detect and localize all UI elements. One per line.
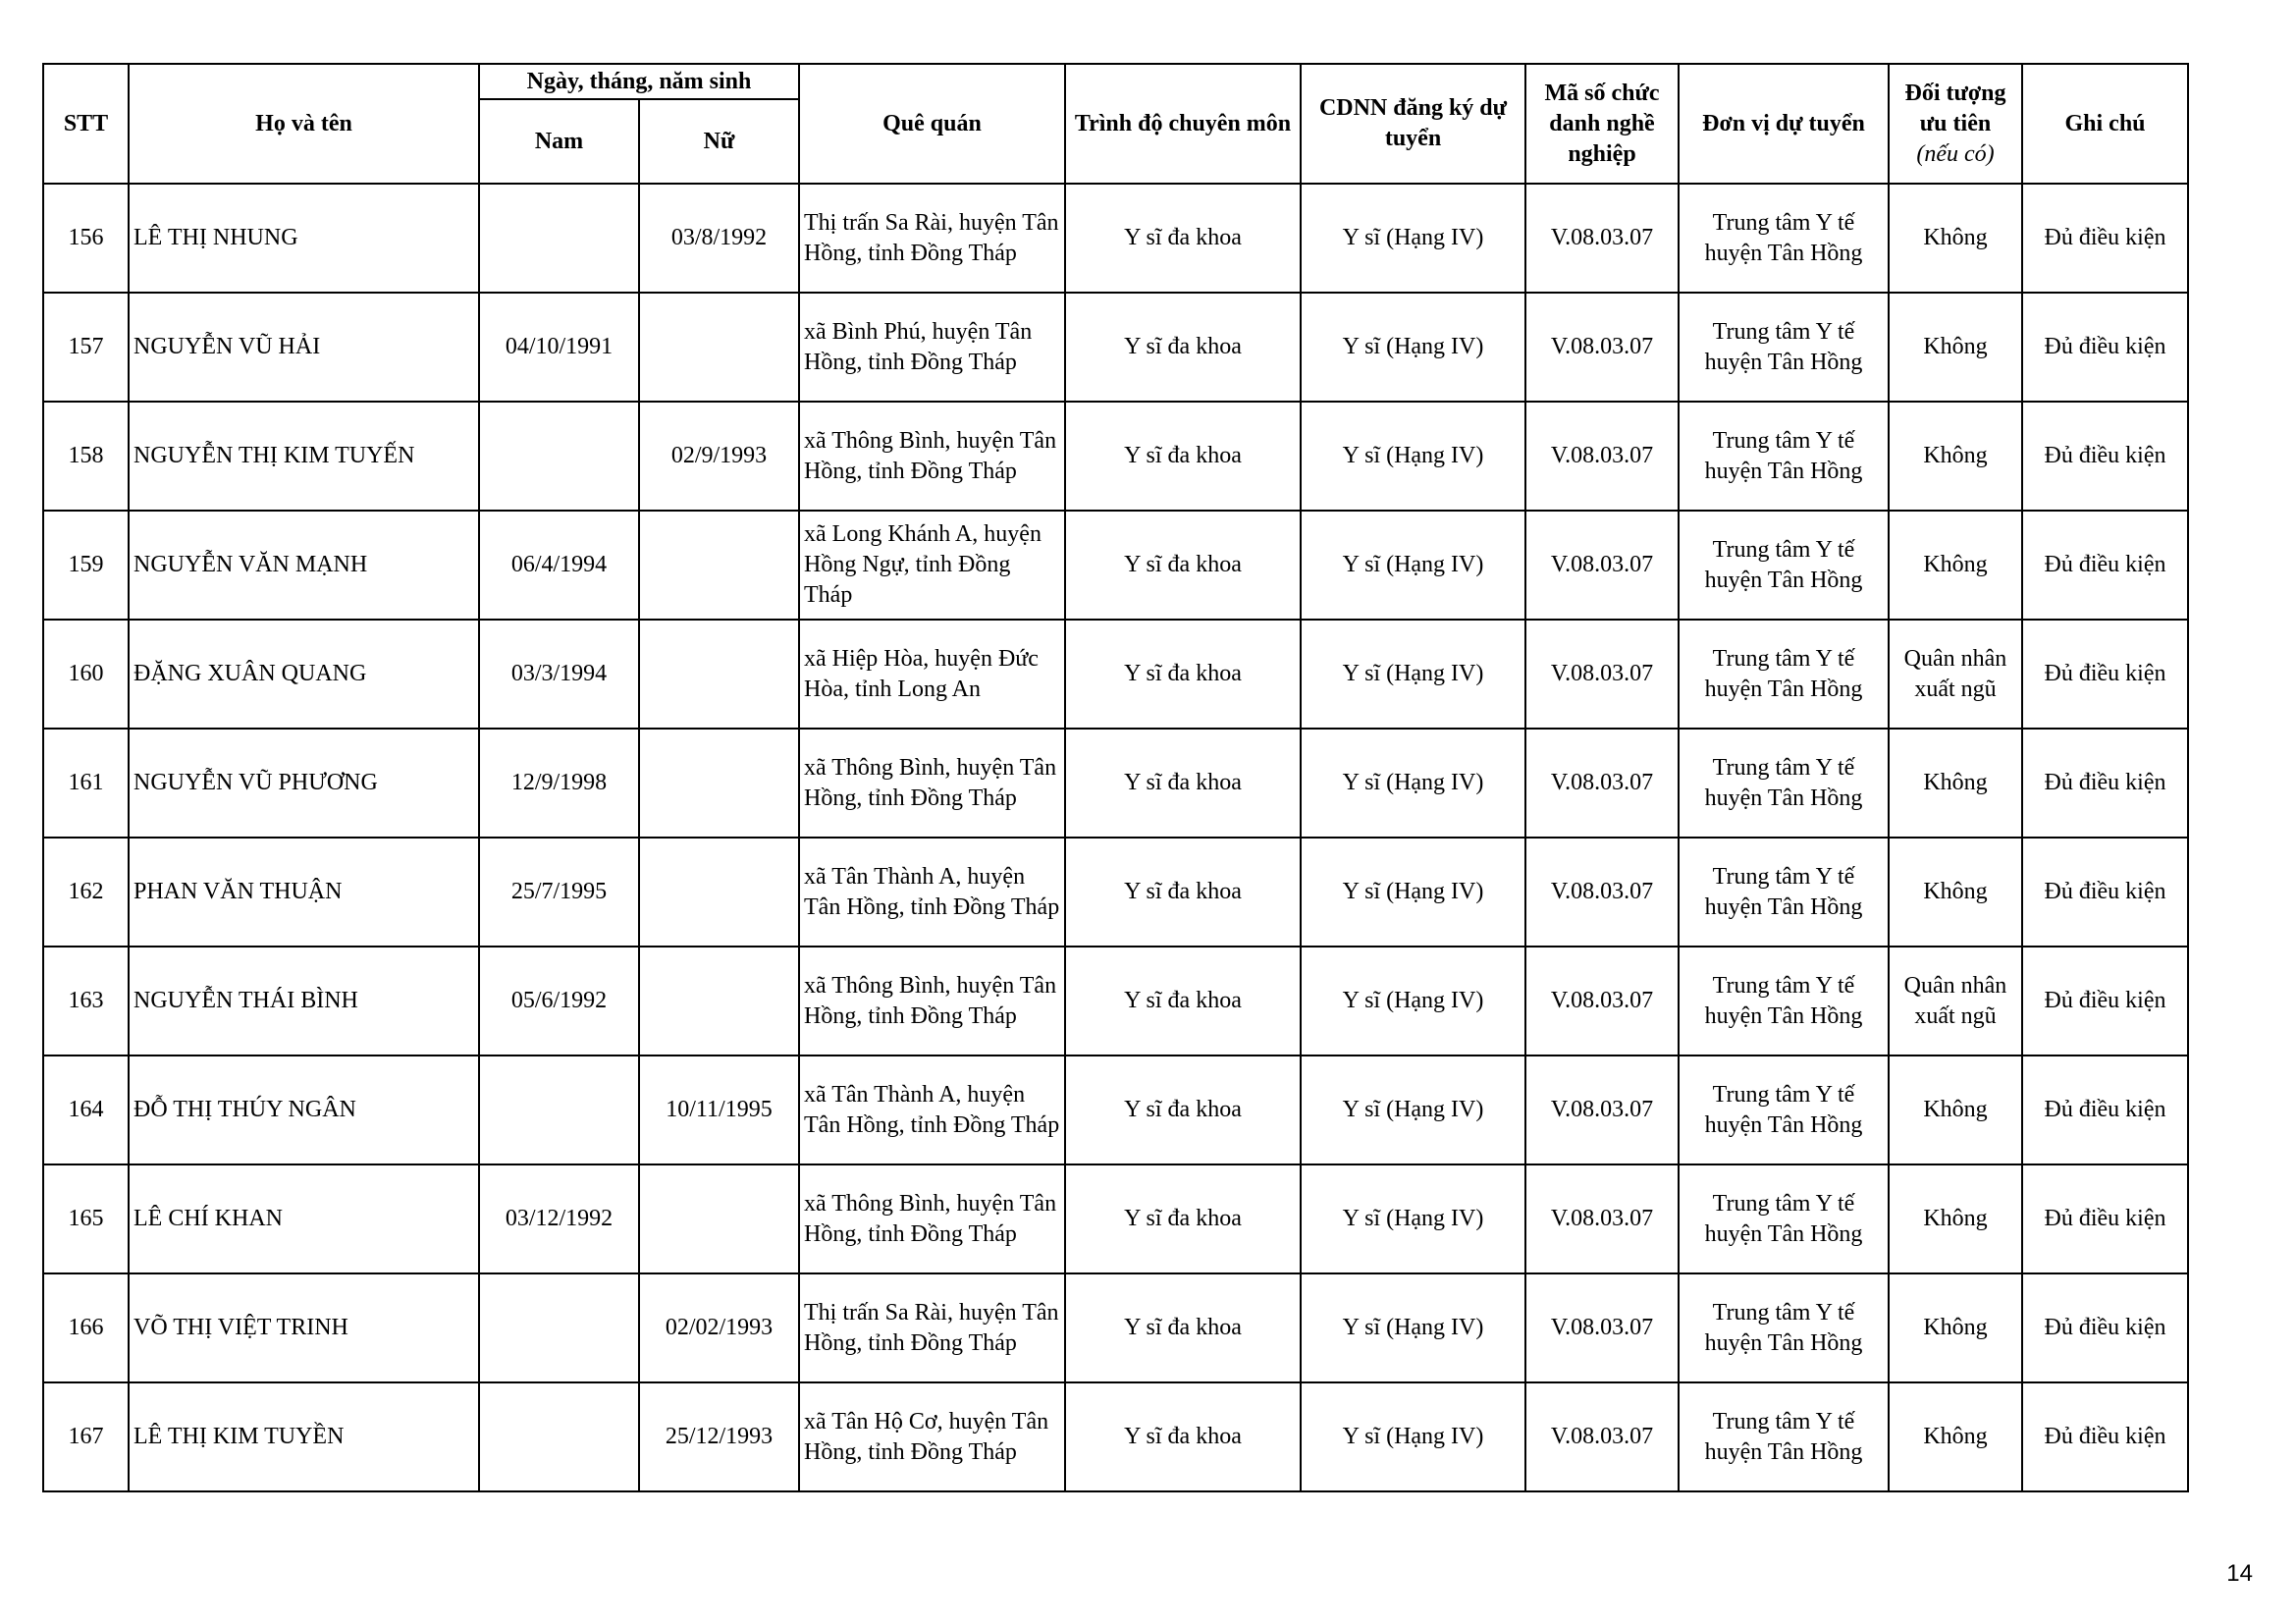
page-number: 14: [2226, 1560, 2253, 1587]
cell-name: VÕ THỊ VIỆT TRINH: [129, 1273, 479, 1382]
header-code: Mã số chức danh nghề nghiệp: [1525, 64, 1679, 184]
cell-unit: Trung tâm Y tế huyện Tân Hồng: [1679, 620, 1889, 729]
cell-name: NGUYỄN VŨ PHƯƠNG: [129, 729, 479, 838]
table-row: [43, 729, 2188, 838]
cell-cdnn: Y sĩ (Hạng IV): [1301, 402, 1525, 511]
cell-remark: Đủ điều kiện: [2022, 1273, 2188, 1382]
table-row: [43, 1382, 2188, 1491]
cell-cdnn: Y sĩ (Hạng IV): [1301, 1164, 1525, 1273]
table-row: [43, 838, 2188, 947]
header-female: Nữ: [639, 99, 799, 184]
cell-dob-male: 12/9/1998: [479, 729, 639, 838]
cell-qualification: Y sĩ đa khoa: [1065, 1273, 1301, 1382]
cell-name: NGUYỄN THÁI BÌNH: [129, 947, 479, 1056]
cell-dob-male: 05/6/1992: [479, 947, 639, 1056]
cell-unit: Trung tâm Y tế huyện Tân Hồng: [1679, 1056, 1889, 1164]
cell-dob-female: [639, 947, 799, 1056]
cell-priority: Quân nhân xuất ngũ: [1889, 620, 2022, 729]
table-body: [43, 184, 2188, 1491]
cell-stt: 158: [43, 402, 129, 511]
cell-dob-female: [639, 1164, 799, 1273]
cell-cdnn: Y sĩ (Hạng IV): [1301, 1273, 1525, 1382]
table-row: [43, 947, 2188, 1056]
cell-remark: Đủ điều kiện: [2022, 947, 2188, 1056]
cell-name: LÊ THỊ KIM TUYỀN: [129, 1382, 479, 1491]
cell-name: LÊ THỊ NHUNG: [129, 184, 479, 293]
cell-qualification: Y sĩ đa khoa: [1065, 947, 1301, 1056]
cell-priority: Không: [1889, 838, 2022, 947]
header-male: Nam: [479, 99, 639, 184]
cell-stt: 159: [43, 511, 129, 620]
header-remark: Ghi chú: [2022, 64, 2188, 184]
cell-code: V.08.03.07: [1525, 729, 1679, 838]
cell-dob-male: 03/12/1992: [479, 1164, 639, 1273]
cell-dob-female: 03/8/1992: [639, 184, 799, 293]
cell-qualification: Y sĩ đa khoa: [1065, 1382, 1301, 1491]
cell-code: V.08.03.07: [1525, 1164, 1679, 1273]
cell-dob-female: [639, 293, 799, 402]
cell-priority: Không: [1889, 293, 2022, 402]
cell-remark: Đủ điều kiện: [2022, 620, 2188, 729]
cell-dob-female: [639, 511, 799, 620]
cell-name: NGUYỄN THỊ KIM TUYẾN: [129, 402, 479, 511]
cell-dob-male: 04/10/1991: [479, 293, 639, 402]
cell-stt: 164: [43, 1056, 129, 1164]
header-dob-group: Ngày, tháng, năm sinh: [479, 64, 799, 99]
cell-hometown: xã Long Khánh A, huyện Hồng Ngự, tỉnh Đồng Tháp: [799, 511, 1065, 620]
cell-stt: 166: [43, 1273, 129, 1382]
cell-unit: Trung tâm Y tế huyện Tân Hồng: [1679, 1382, 1889, 1491]
cell-code: V.08.03.07: [1525, 838, 1679, 947]
cell-remark: Đủ điều kiện: [2022, 293, 2188, 402]
cell-dob-female: 02/9/1993: [639, 402, 799, 511]
cell-dob-male: 06/4/1994: [479, 511, 639, 620]
cell-stt: 157: [43, 293, 129, 402]
cell-cdnn: Y sĩ (Hạng IV): [1301, 729, 1525, 838]
cell-name: NGUYỄN VŨ HẢI: [129, 293, 479, 402]
cell-qualification: Y sĩ đa khoa: [1065, 838, 1301, 947]
cell-priority: Không: [1889, 1273, 2022, 1382]
cell-dob-female: 25/12/1993: [639, 1382, 799, 1491]
cell-hometown: xã Thông Bình, huyện Tân Hồng, tỉnh Đồng Tháp: [799, 729, 1065, 838]
cell-code: V.08.03.07: [1525, 511, 1679, 620]
cell-hometown: xã Hiệp Hòa, huyện Đức Hòa, tỉnh Long An: [799, 620, 1065, 729]
header-stt: STT: [43, 64, 129, 184]
cell-cdnn: Y sĩ (Hạng IV): [1301, 184, 1525, 293]
candidate-table: [42, 63, 2189, 1492]
cell-code: V.08.03.07: [1525, 402, 1679, 511]
cell-stt: 165: [43, 1164, 129, 1273]
header-unit: Đơn vị dự tuyển: [1679, 64, 1889, 184]
cell-hometown: xã Tân Hộ Cơ, huyện Tân Hồng, tỉnh Đồng Tháp: [799, 1382, 1065, 1491]
cell-cdnn: Y sĩ (Hạng IV): [1301, 620, 1525, 729]
header-hometown: Quê quán: [799, 64, 1065, 184]
cell-code: V.08.03.07: [1525, 1382, 1679, 1491]
cell-qualification: Y sĩ đa khoa: [1065, 1056, 1301, 1164]
cell-unit: Trung tâm Y tế huyện Tân Hồng: [1679, 838, 1889, 947]
cell-code: V.08.03.07: [1525, 184, 1679, 293]
cell-dob-male: [479, 1382, 639, 1491]
table-row: [43, 1164, 2188, 1273]
cell-unit: Trung tâm Y tế huyện Tân Hồng: [1679, 729, 1889, 838]
header-cdnn: CDNN đăng ký dự tuyển: [1301, 64, 1525, 184]
cell-dob-female: [639, 729, 799, 838]
cell-qualification: Y sĩ đa khoa: [1065, 184, 1301, 293]
cell-hometown: Thị trấn Sa Rài, huyện Tân Hồng, tỉnh Đồng Tháp: [799, 1273, 1065, 1382]
cell-cdnn: Y sĩ (Hạng IV): [1301, 947, 1525, 1056]
cell-qualification: Y sĩ đa khoa: [1065, 293, 1301, 402]
cell-unit: Trung tâm Y tế huyện Tân Hồng: [1679, 402, 1889, 511]
cell-cdnn: Y sĩ (Hạng IV): [1301, 838, 1525, 947]
cell-hometown: xã Tân Thành A, huyện Tân Hồng, tỉnh Đồng Tháp: [799, 1056, 1065, 1164]
cell-stt: 156: [43, 184, 129, 293]
cell-stt: 160: [43, 620, 129, 729]
cell-cdnn: Y sĩ (Hạng IV): [1301, 293, 1525, 402]
table-row: [43, 511, 2188, 620]
table-row: [43, 1273, 2188, 1382]
cell-priority: Không: [1889, 1164, 2022, 1273]
cell-stt: 163: [43, 947, 129, 1056]
table-row: [43, 402, 2188, 511]
cell-remark: Đủ điều kiện: [2022, 184, 2188, 293]
cell-priority: Quân nhân xuất ngũ: [1889, 947, 2022, 1056]
cell-hometown: xã Tân Thành A, huyện Tân Hồng, tỉnh Đồng Tháp: [799, 838, 1065, 947]
cell-name: LÊ CHÍ KHAN: [129, 1164, 479, 1273]
table-row: [43, 620, 2188, 729]
cell-remark: Đủ điều kiện: [2022, 1164, 2188, 1273]
cell-qualification: Y sĩ đa khoa: [1065, 620, 1301, 729]
cell-unit: Trung tâm Y tế huyện Tân Hồng: [1679, 293, 1889, 402]
cell-name: NGUYỄN VĂN MẠNH: [129, 511, 479, 620]
cell-unit: Trung tâm Y tế huyện Tân Hồng: [1679, 947, 1889, 1056]
cell-name: ĐỖ THỊ THÚY NGÂN: [129, 1056, 479, 1164]
cell-dob-female: [639, 620, 799, 729]
header-priority-note: (nếu có): [1916, 140, 1995, 167]
cell-remark: Đủ điều kiện: [2022, 402, 2188, 511]
table-row: [43, 184, 2188, 293]
cell-hometown: xã Bình Phú, huyện Tân Hồng, tỉnh Đồng Tháp: [799, 293, 1065, 402]
cell-dob-female: 10/11/1995: [639, 1056, 799, 1164]
cell-remark: Đủ điều kiện: [2022, 1056, 2188, 1164]
cell-code: V.08.03.07: [1525, 1273, 1679, 1382]
cell-dob-female: [639, 838, 799, 947]
cell-remark: Đủ điều kiện: [2022, 838, 2188, 947]
cell-dob-male: 03/3/1994: [479, 620, 639, 729]
cell-dob-female: 02/02/1993: [639, 1273, 799, 1382]
cell-qualification: Y sĩ đa khoa: [1065, 402, 1301, 511]
cell-priority: Không: [1889, 1056, 2022, 1164]
cell-dob-male: 25/7/1995: [479, 838, 639, 947]
header-priority: [1889, 64, 2022, 184]
cell-code: V.08.03.07: [1525, 947, 1679, 1056]
cell-qualification: Y sĩ đa khoa: [1065, 1164, 1301, 1273]
cell-cdnn: Y sĩ (Hạng IV): [1301, 1056, 1525, 1164]
cell-unit: Trung tâm Y tế huyện Tân Hồng: [1679, 1164, 1889, 1273]
header-priority-label: Đối tượng ưu tiên: [1904, 80, 2006, 136]
cell-code: V.08.03.07: [1525, 620, 1679, 729]
table-row: [43, 1056, 2188, 1164]
cell-remark: Đủ điều kiện: [2022, 511, 2188, 620]
cell-remark: Đủ điều kiện: [2022, 1382, 2188, 1491]
cell-priority: Không: [1889, 511, 2022, 620]
cell-name: PHAN VĂN THUẬN: [129, 838, 479, 947]
table-row: [43, 293, 2188, 402]
cell-qualification: Y sĩ đa khoa: [1065, 729, 1301, 838]
cell-dob-male: [479, 1273, 639, 1382]
cell-remark: Đủ điều kiện: [2022, 729, 2188, 838]
cell-dob-male: [479, 402, 639, 511]
header-name: Họ và tên: [129, 64, 479, 184]
cell-cdnn: Y sĩ (Hạng IV): [1301, 1382, 1525, 1491]
cell-hometown: xã Thông Bình, huyện Tân Hồng, tỉnh Đồng Tháp: [799, 402, 1065, 511]
cell-priority: Không: [1889, 729, 2022, 838]
table-header: [43, 64, 2188, 184]
cell-unit: Trung tâm Y tế huyện Tân Hồng: [1679, 184, 1889, 293]
cell-dob-male: [479, 1056, 639, 1164]
cell-priority: Không: [1889, 184, 2022, 293]
cell-dob-male: [479, 184, 639, 293]
cell-unit: Trung tâm Y tế huyện Tân Hồng: [1679, 511, 1889, 620]
cell-cdnn: Y sĩ (Hạng IV): [1301, 511, 1525, 620]
header-qualification: Trình độ chuyên môn: [1065, 64, 1301, 184]
cell-name: ĐẶNG XUÂN QUANG: [129, 620, 479, 729]
cell-hometown: xã Thông Bình, huyện Tân Hồng, tỉnh Đồng Tháp: [799, 1164, 1065, 1273]
cell-stt: 162: [43, 838, 129, 947]
cell-hometown: Thị trấn Sa Rài, huyện Tân Hồng, tỉnh Đồng Tháp: [799, 184, 1065, 293]
cell-priority: Không: [1889, 1382, 2022, 1491]
cell-stt: 167: [43, 1382, 129, 1491]
cell-hometown: xã Thông Bình, huyện Tân Hồng, tỉnh Đồng Tháp: [799, 947, 1065, 1056]
cell-priority: Không: [1889, 402, 2022, 511]
cell-qualification: Y sĩ đa khoa: [1065, 511, 1301, 620]
cell-code: V.08.03.07: [1525, 293, 1679, 402]
cell-unit: Trung tâm Y tế huyện Tân Hồng: [1679, 1273, 1889, 1382]
cell-stt: 161: [43, 729, 129, 838]
cell-code: V.08.03.07: [1525, 1056, 1679, 1164]
